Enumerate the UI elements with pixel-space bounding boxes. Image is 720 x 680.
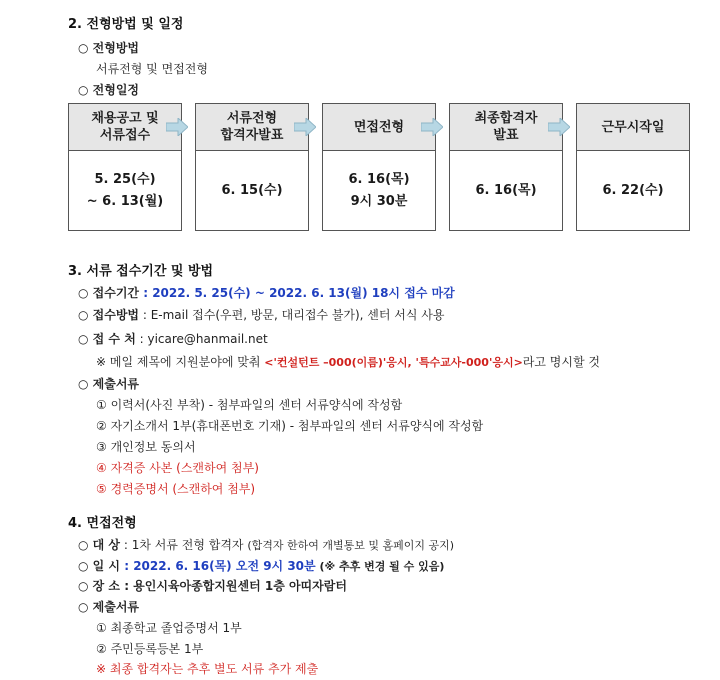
stage-date: 6. 22(수) [576,151,690,231]
stage-date: 6. 16(목) [449,151,563,231]
arrow-right-icon [421,118,443,136]
period-line: ○ 접수기간 : 2022. 5. 25(수) ~ 2022. 6. 13(월) 18시 접수 마감 [78,286,455,300]
place-line: ○ 접 수 처 : yicare@hanmail.net [78,332,268,346]
method-value: : E-mail 접수(우편, 방문, 대리접수 불가), 센터 서식 사용 [139,308,445,322]
stage-2 [195,103,309,231]
stage-label: 면접전형 [322,103,436,151]
interview-place-line: ○ 장 소 : 용인시육아종합지원센터 1층 아띠자람터 [78,579,347,593]
mail-title-note: ※ 메일 제목에 지원분야에 맞춰 <'컨설턴트 –000(이름)'응시, '특수교사-000'응시>라고 명시할 것 [96,355,600,369]
method-label: 접수방법 [92,308,140,322]
place-label: 접 수 처 [92,332,136,346]
docs-heading: ○ 제출서류 [78,377,140,391]
stage-3 [322,103,436,231]
arrow-right-icon [548,118,570,136]
stage-label: 근무시작일 [576,103,690,151]
arrow-right-icon [294,118,316,136]
section3-title: 3. 서류 접수기간 및 방법 [68,264,214,279]
interview-date-line: ○ 일 시 : 2022. 6. 16(목) 오전 9시 30분 (※ 추후 변경 될 수 있음) [78,559,445,573]
method-heading: ○ 전형방법 [78,41,140,55]
stage-4 [449,103,563,231]
stage-label: 최종합격자 발표 [449,103,563,151]
stage-date: 6. 15(수) [195,151,309,231]
target-line: ○ 대 상 : 1차 서류 전형 합격자 (합격자 한하여 개별통보 및 홈페이지 공지) [78,538,455,552]
method-line: ○ 접수방법 : E-mail 접수(우편, 방문, 대리접수 불가), 센터 서식 사용 [78,308,445,322]
arrow-right-icon [166,118,188,136]
stage-label: 채용공고 및 서류접수 [68,103,182,151]
final-note: ※ 최종 합격자는 추후 별도 서류 추가 제출 [96,662,319,676]
section2-title: 2. 전형방법 및 일정 [68,17,184,32]
email-address: : yicare@hanmail.net [135,332,268,346]
method-text: 서류전형 및 면접전형 [96,62,208,76]
doc-item: ① 이력서(사진 부착) - 첨부파일의 센터 서류양식에 작성함 [96,398,403,412]
period-label: 접수기간 [92,286,140,300]
stage-date: 5. 25(수) ~ 6. 13(월) [68,151,182,231]
doc-item: ③ 개인정보 동의서 [96,440,196,454]
stage-label: 서류전형 합격자발표 [195,103,309,151]
doc-item: ④ 자격증 사본 (스캔하여 첨부) [96,461,259,475]
section4-title: 4. 면접전형 [68,516,137,531]
stage-date: 6. 16(목) 9시 30분 [322,151,436,231]
doc-item: ⑤ 경력증명서 (스캔하여 첨부) [96,482,256,496]
stage-1 [68,103,182,231]
doc-item: ② 주민등록등본 1부 [96,642,204,656]
doc-item: ① 최종학교 졸업증명서 1부 [96,621,242,635]
period-value: 2022. 5. 25(수) ~ 2022. 6. 13(월) 18시 접수 마감 [152,286,455,300]
stage-5 [576,103,690,231]
interview-docs-heading: ○ 제출서류 [78,600,140,614]
schedule-heading: ○ 전형일정 [78,83,140,97]
doc-item: ② 자기소개서 1부(휴대폰번호 기재) - 첨부파일의 센터 서류양식에 작성함 [96,419,484,433]
